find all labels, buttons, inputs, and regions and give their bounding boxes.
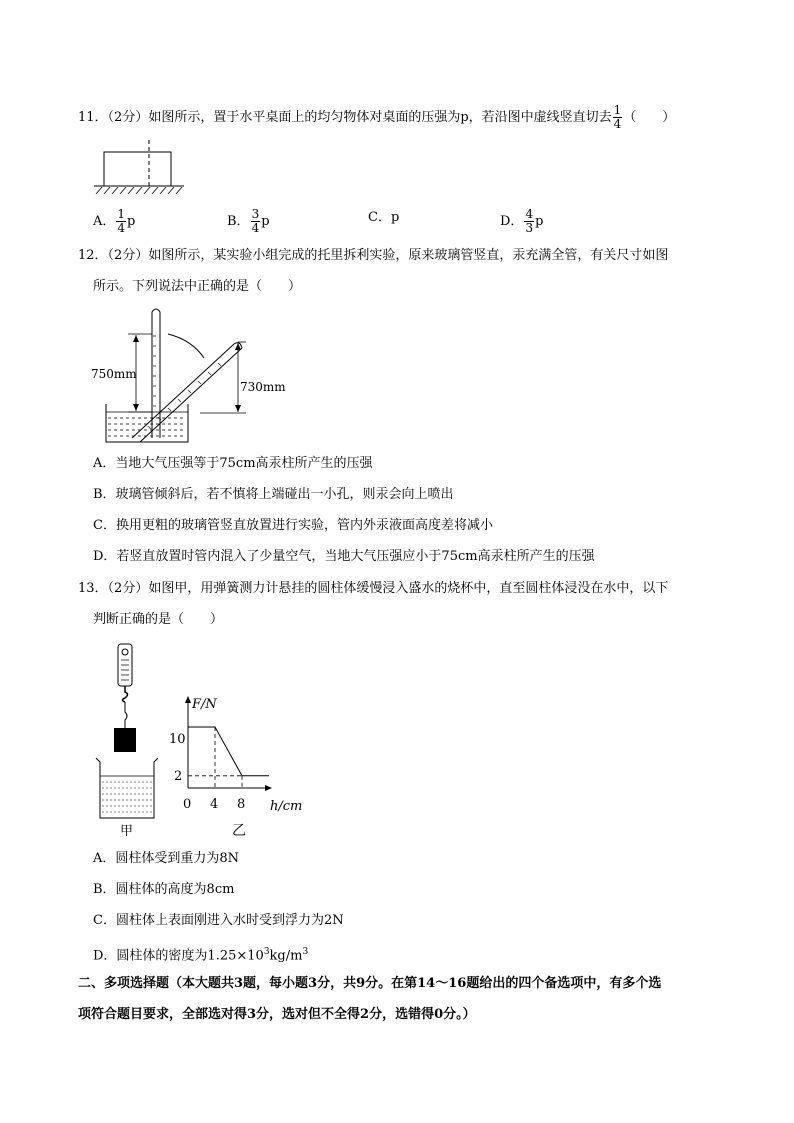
q11-option-b[interactable]: B． $\frac{3}{4}$ p — [227, 207, 270, 235]
q13-graph-ytick-10: 10 — [169, 732, 186, 747]
q13-graph-xlabel: h/cm — [270, 799, 303, 814]
q13-graph-xtick-8: 8 — [237, 797, 246, 812]
q12-option-c[interactable]: C．换用更粗的玻璃管竖直放置进行实验，管内外汞液面高度差将减小 — [93, 518, 493, 533]
q13-figure-spring-scale-beaker — [90, 640, 165, 820]
q13-graph-dashed-guides — [188, 727, 242, 788]
q11-stem-fraction: $\frac{1}{4}$ — [613, 103, 622, 131]
q13-figure-label-jia: 甲 — [120, 824, 134, 839]
q12-stem-line2: 所示。下列说法中正确的是（ ） — [93, 279, 302, 294]
q12-figure-label-730mm: 730mm — [240, 380, 286, 394]
section2-heading-line2: 项符合题目要求，全部选对得3分，选对但不全得2分，选错得0分。） — [78, 1007, 476, 1022]
q11-stem-paren: （ ） — [623, 110, 676, 125]
q12-option-a[interactable]: A．当地大气压强等于75cm高汞柱所产生的压强 — [93, 456, 373, 471]
q13-option-a[interactable]: A．圆柱体受到重力为8N — [93, 851, 240, 866]
q13-option-c[interactable]: C．圆柱体上表面刚进入水时受到浮力为2N — [93, 913, 344, 928]
q11-stem — [78, 104, 675, 131]
q13-option-b[interactable]: B．圆柱体的高度为8cm — [93, 882, 235, 897]
q11-option-d-fraction: $\frac{4}{3}$ — [525, 207, 534, 235]
q13-graph-series-line — [188, 727, 269, 776]
section2-heading-line1: 二、多项选择题（本大题共3题，每小题3分，共9分。在第14～16题给出的四个备选项中，有多个选 — [78, 976, 662, 991]
q13-graph-ytick-2: 2 — [174, 769, 183, 784]
q11-option-d[interactable]: D． $\frac{4}{3}$ p — [500, 207, 544, 235]
q12-option-b[interactable]: B．玻璃管倾斜后，若不慎将上端碰出一小孔，则汞会向上喷出 — [93, 487, 454, 502]
q13-figure-label-yi: 乙 — [232, 823, 246, 839]
q11-option-c[interactable]: C．p — [368, 210, 400, 225]
q13-graph-xtick-0: 0 — [183, 797, 192, 812]
q11-option-a-fraction: $\frac{1}{4}$ — [117, 207, 126, 235]
q13-stem-line2: 判断正确的是（ ） — [93, 612, 224, 627]
q13-graph-xtick-4: 4 — [210, 797, 219, 812]
q11-figure-block-on-table — [94, 140, 194, 196]
q12-stem-line1: 12．（2分）如图所示，某实验小组完成的托里拆利实验，原来玻璃管竖直，汞充满全管，有关尺寸如图 — [78, 248, 669, 263]
q11-stem-text: 11．（2分）如图所示，置于水平桌面上的均匀物体对桌面的压强为p，若沿图中虚线竖直切去 — [78, 110, 612, 125]
q11-option-a[interactable]: A． $\frac{1}{4}$ p — [93, 207, 136, 235]
q13-graph-ylabel: F/N — [192, 697, 217, 712]
q12-figure-label-750mm: 750mm — [91, 367, 137, 381]
q13-stem-line1: 13．（2分）如图甲，用弹簧测力计悬挂的圆柱体缓慢浸入盛水的烧杯中，直至圆柱体浸没在水中，以下 — [78, 581, 669, 596]
q13-graph-f-h — [166, 692, 312, 818]
q12-option-d[interactable]: D．若竖直放置时管内混入了少量空气，当地大气压强应小于75cm高汞柱所产生的压强 — [93, 549, 595, 564]
q13-option-d[interactable]: D．圆柱体的密度为$1.25\times 10^3kg/m^3$ — [93, 947, 309, 964]
q11-option-b-fraction: $\frac{3}{4}$ — [251, 207, 260, 235]
